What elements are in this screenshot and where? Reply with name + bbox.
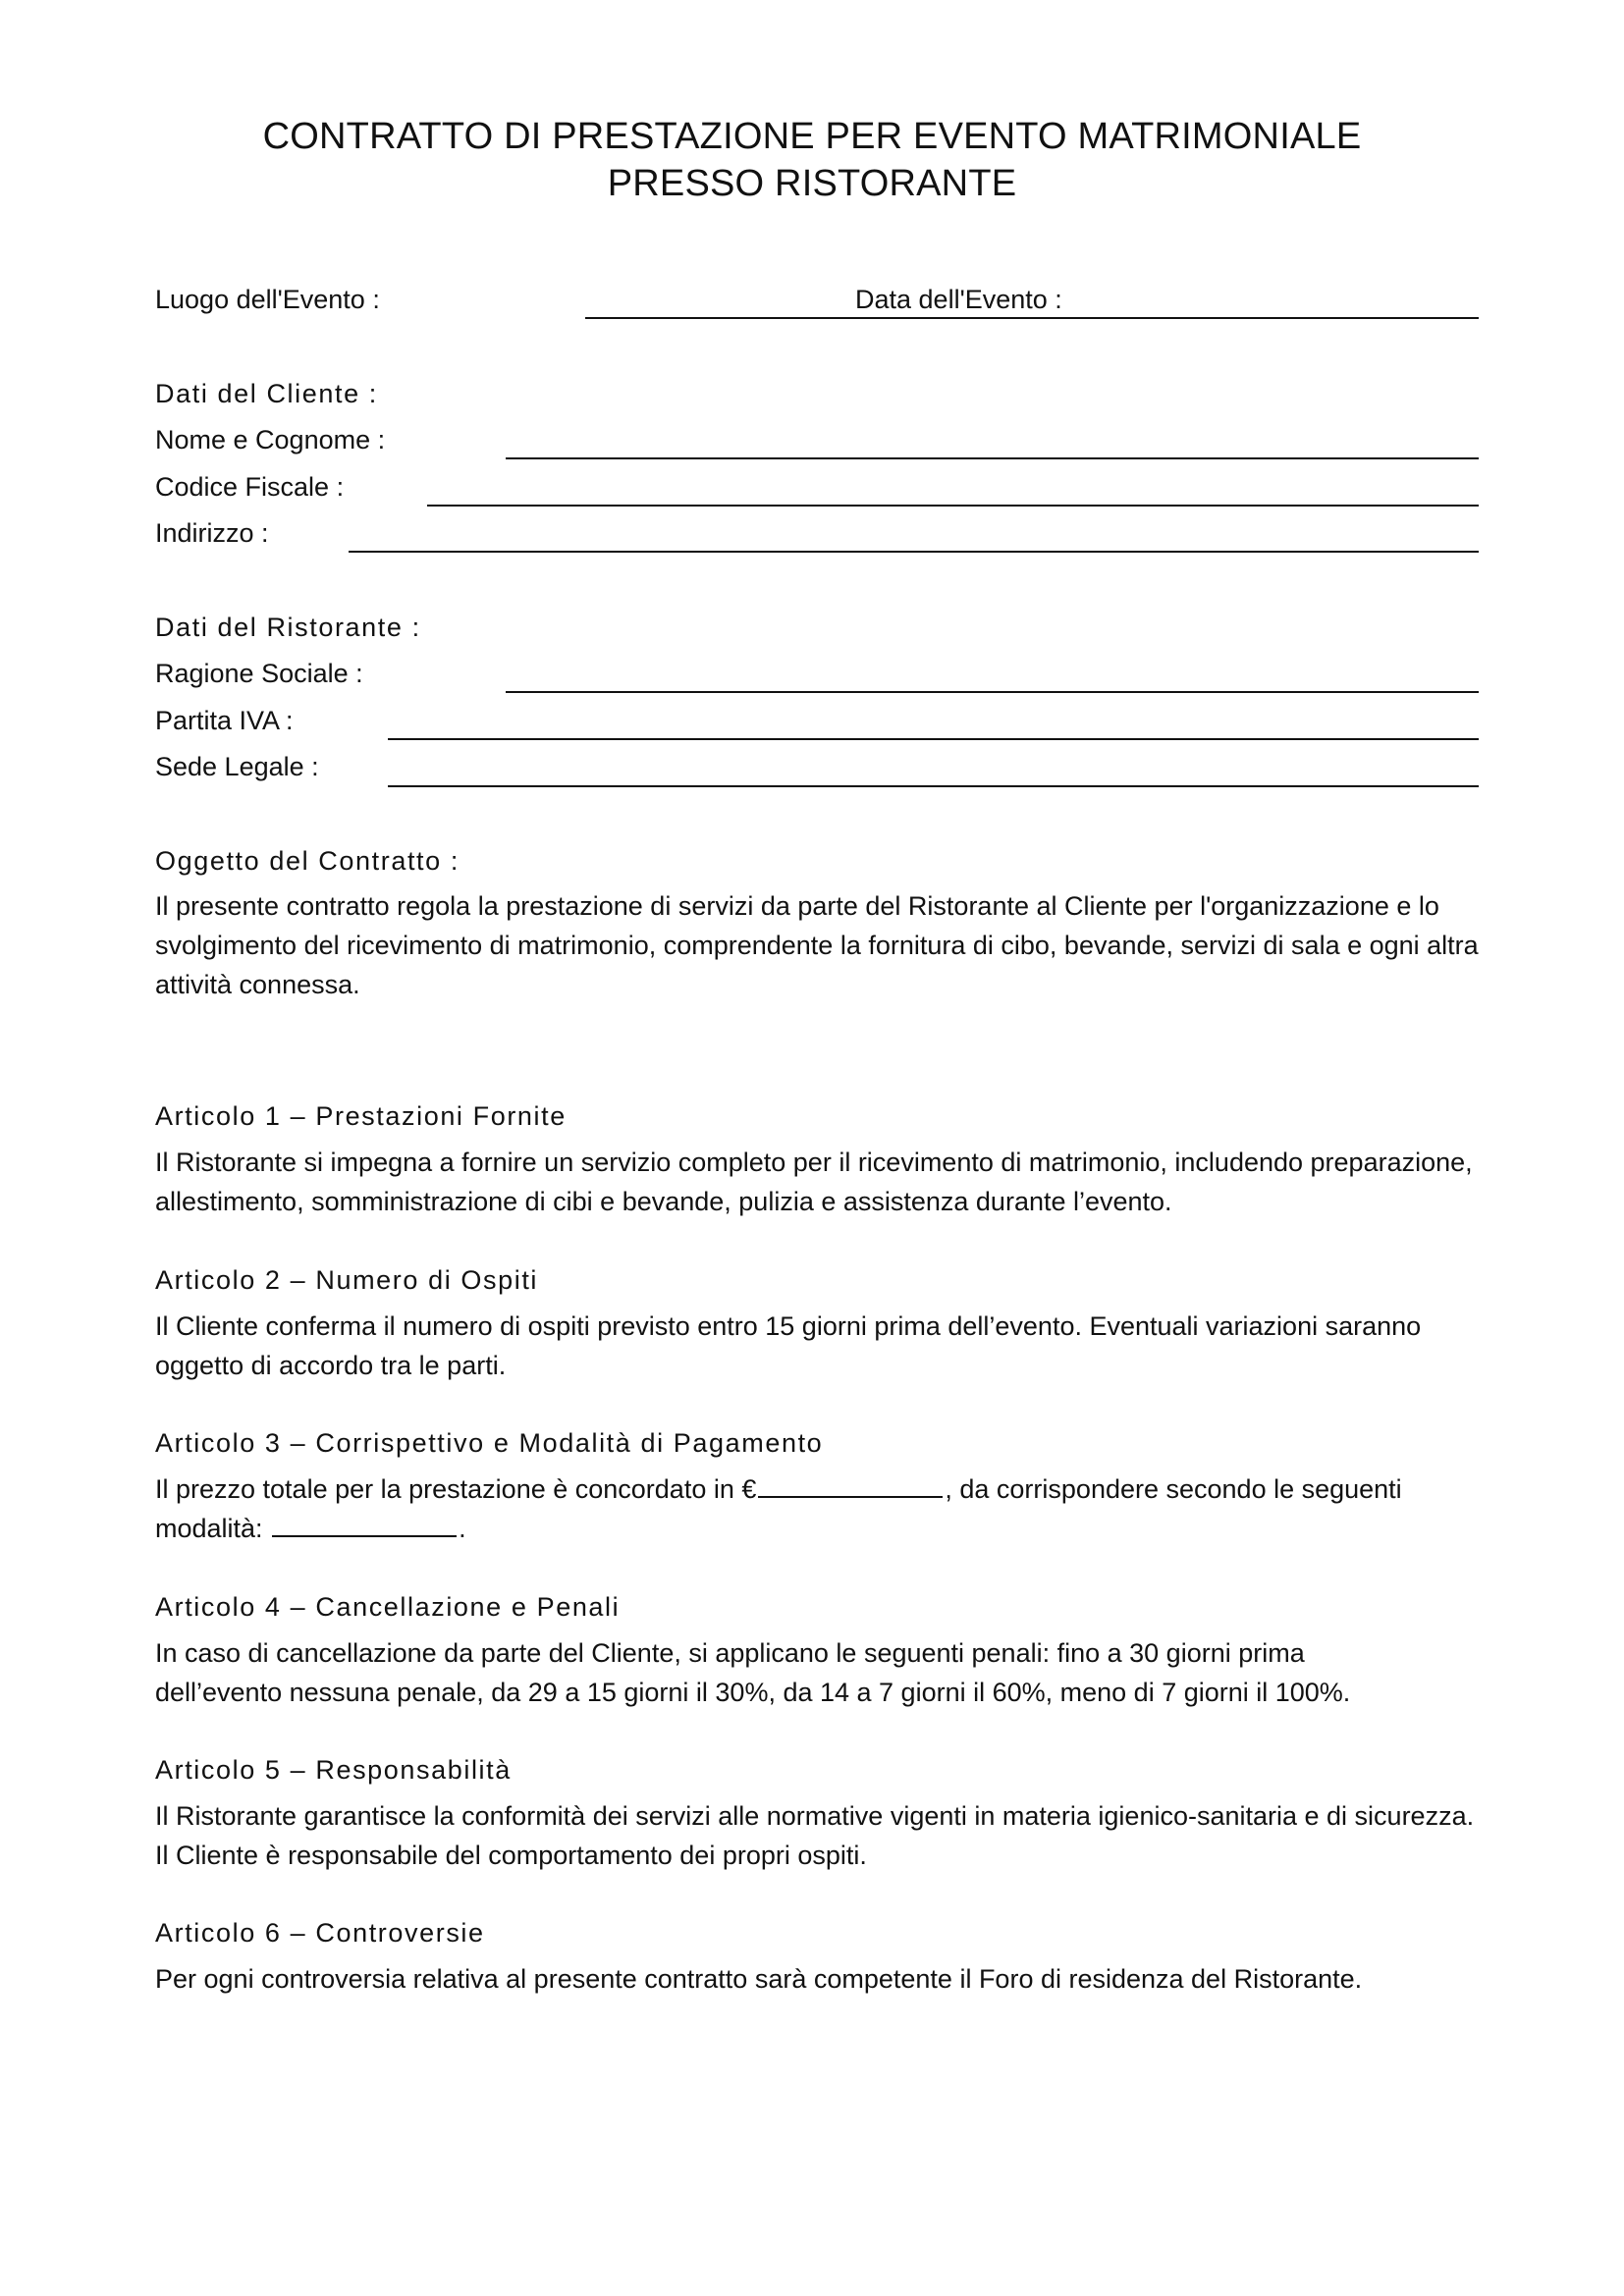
article-3-title: Articolo 3 – Corrispettivo e Modalità di Pagamento (155, 1428, 824, 1458)
article-3-text-part-2: , da corrispondere secondo le seguenti modalità: (155, 1474, 1402, 1543)
payment-terms-blank[interactable] (272, 1512, 457, 1537)
client-tax-code-label: Codice Fiscale : (155, 472, 345, 502)
article-4-text: In caso di cancellazione da parte del Cliente, si applicano le seguenti penali: fino a 30 giorni prima dell’evento nessuna penale, da 29 a 15 giorni il 30%, da 14 a 7 giorni il 60%, meno di 7 giorni il 100%. (155, 1638, 1351, 1707)
object-text: Il presente contratto regola la prestazione di servizi da parte del Ristorante al Cliente per l'organizzazione e lo svolgimento del ricevimento di matrimonio, comprendente la fornitura di cibo, bevande, servizi di sala e ogni altra attività connessa. (155, 891, 1479, 999)
document-title-line-1: CONTRATTO DI PRESTAZIONE PER EVENTO MATRIMONIALE (262, 116, 1362, 157)
event-date-label: Data dell'Evento : (855, 285, 1062, 314)
event-place-line[interactable] (585, 317, 1479, 319)
article-3-text (155, 1469, 1451, 1548)
event-place-label: Luogo dell'Evento : (155, 285, 380, 314)
restaurant-company-label: Ragione Sociale : (155, 659, 363, 688)
restaurant-vat-label: Partita IVA : (155, 706, 294, 735)
article-4-title: Articolo 4 – Cancellazione e Penali (155, 1592, 621, 1622)
article-6-text: Per ogni controversia relativa al presente contratto sarà competente il Foro di residenza del Ristorante. (155, 1964, 1363, 1994)
article-2-title: Articolo 2 – Numero di Ospiti (155, 1265, 539, 1295)
article-3-text-part-1: Il prezzo totale per la prestazione è concordato in € (155, 1474, 757, 1504)
article-1-title: Articolo 1 – Prestazioni Fornite (155, 1101, 567, 1131)
article-3-text-part-3: . (459, 1514, 466, 1543)
restaurant-vat-line[interactable] (388, 738, 1479, 740)
article-2-text: Il Cliente conferma il numero di ospiti previsto entro 15 giorni prima dell’evento. Eventuali variazioni saranno oggetto di accordo tra le parti. (155, 1311, 1422, 1380)
client-address-label: Indirizzo : (155, 518, 269, 548)
article-6-title: Articolo 6 – Controversie (155, 1918, 485, 1948)
article-5-title: Articolo 5 – Responsabilità (155, 1755, 512, 1785)
client-name-line[interactable] (506, 457, 1479, 459)
document-title-line-2: PRESSO RISTORANTE (607, 163, 1017, 204)
restaurant-office-label: Sede Legale : (155, 752, 319, 781)
restaurant-office-line[interactable] (388, 785, 1479, 787)
article-1-text: Il Ristorante si impegna a fornire un servizio completo per il ricevimento di matrimonio, includendo preparazione, allestimento, somministrazione di cibi e bevande, pulizia e assistenza durante l’evento. (155, 1148, 1473, 1216)
client-tax-code-line[interactable] (427, 505, 1479, 507)
client-name-label: Nome e Cognome : (155, 425, 386, 454)
restaurant-heading: Dati del Ristorante : (155, 613, 421, 642)
object-heading: Oggetto del Contratto : (155, 846, 460, 876)
client-address-line[interactable] (349, 551, 1479, 553)
restaurant-company-line[interactable] (506, 691, 1479, 693)
client-heading: Dati del Cliente : (155, 379, 378, 408)
article-5-text: Il Ristorante garantisce la conformità dei servizi alle normative vigenti in materia igienico-sanitaria e di sicurezza. Il Cliente è responsabile del comportamento dei propri ospiti. (155, 1801, 1475, 1870)
price-blank[interactable] (758, 1472, 943, 1498)
